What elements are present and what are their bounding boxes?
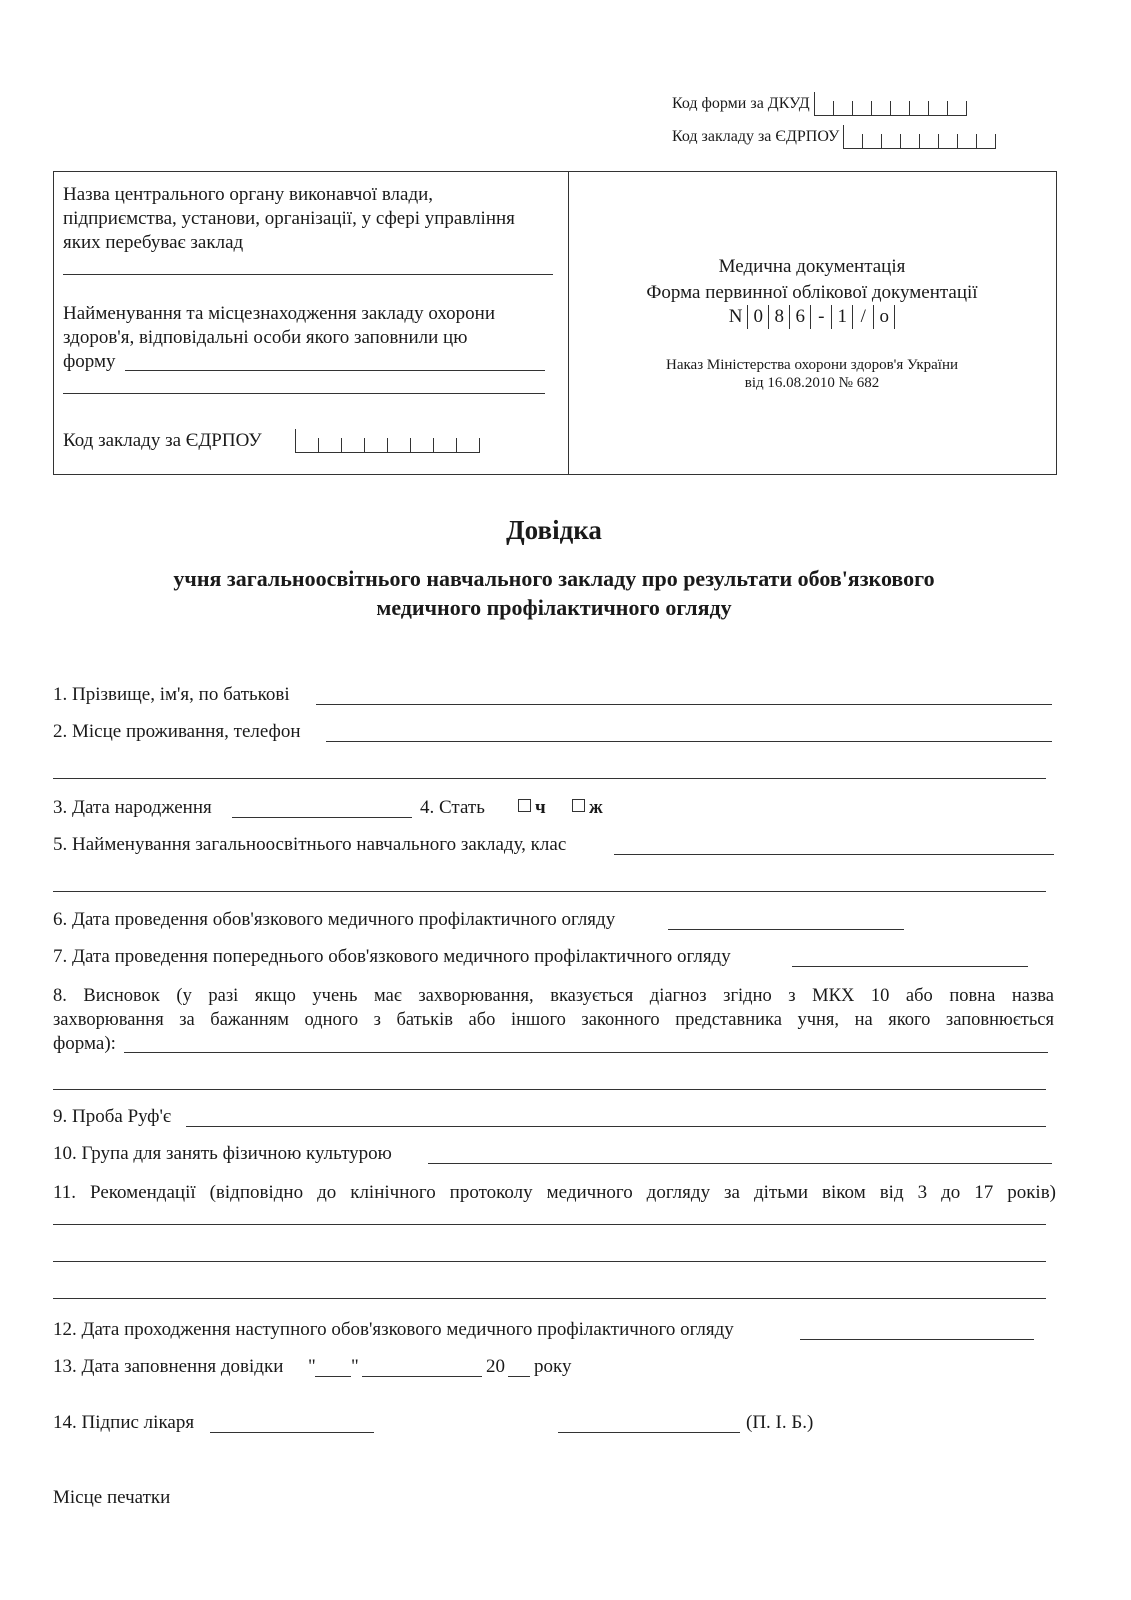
- recommendations-field-2[interactable]: [53, 1261, 1046, 1262]
- institution-field-2[interactable]: [63, 393, 545, 394]
- field-5-label: 5. Найменування загальноосвітнього навчального закладу, клас: [53, 834, 567, 855]
- prev-exam-date-field[interactable]: [792, 966, 1028, 967]
- pe-group-field[interactable]: [428, 1163, 1052, 1164]
- form-number-char: о: [873, 305, 895, 329]
- fill-month-field[interactable]: [362, 1376, 482, 1377]
- institution-field-1[interactable]: [125, 370, 545, 371]
- fill-day-field[interactable]: [315, 1376, 351, 1377]
- birth-date-field[interactable]: [232, 817, 412, 818]
- field-2-label: 2. Місце проживання, телефон: [53, 721, 301, 742]
- order-line-1: Наказ Міністерства охорони здоров'я України: [665, 357, 958, 373]
- sex-male-option[interactable]: [518, 796, 546, 820]
- school-field-1[interactable]: [614, 854, 1054, 855]
- field-7-label: 7. Дата проведення попереднього обов'язкового медичного профілактичного огляду: [53, 946, 731, 967]
- form-number-char: 6: [789, 305, 810, 329]
- conclusion-field-2[interactable]: [53, 1089, 1046, 1090]
- field-12-label: 12. Дата проходження наступного обов'язкового медичного профілактичного огляду: [53, 1319, 734, 1340]
- field-9-label: 9. Проба Руф'є: [53, 1106, 172, 1127]
- field-11-label: 11. Рекомендації (відповідно до клінічного протоколу медичного догляду за дітьми віком від 3 до 17 років): [53, 1182, 1056, 1203]
- form-number-char: 0: [747, 305, 768, 329]
- fill-year-field[interactable]: [508, 1376, 530, 1377]
- ruffier-test-field[interactable]: [186, 1126, 1046, 1127]
- year-prefix: 20: [486, 1356, 505, 1377]
- recommendations-field-3[interactable]: [53, 1298, 1046, 1299]
- field-6-label: 6. Дата проведення обов'язкового медичного профілактичного огляду: [53, 909, 616, 930]
- sex-male-checkbox[interactable]: [518, 799, 531, 812]
- exam-date-field[interactable]: [668, 929, 904, 930]
- sex-female-label: ж: [589, 797, 603, 818]
- doctor-name-caption: (П. І. Б.): [746, 1412, 814, 1433]
- date-quote-close: ": [351, 1356, 359, 1377]
- authority-label-1: Назва центрального органу виконавчої влади,: [63, 184, 434, 205]
- form-number-char: /: [852, 305, 873, 329]
- year-suffix: року: [534, 1356, 572, 1377]
- form-number: [569, 305, 1055, 329]
- school-field-2[interactable]: [53, 891, 1046, 892]
- field-8-label-2: захворювання за бажанням одного з батьків або іншого законного представника учня, на якого заповнюється: [53, 1010, 1054, 1030]
- field-8-label-3: форма):: [53, 1033, 116, 1054]
- field-4-label: 4. Стать: [420, 797, 485, 818]
- form-number-char: 1: [831, 305, 852, 329]
- field-13-label: 13. Дата заповнення довідки: [53, 1356, 284, 1377]
- form-number-char: 8: [768, 305, 789, 329]
- form-number-char: -: [810, 305, 831, 329]
- med-doc-label: Медична документація: [718, 256, 906, 277]
- form-code-row: [672, 92, 967, 116]
- authority-field[interactable]: [63, 274, 553, 275]
- box-edrpou-cells[interactable]: [295, 429, 480, 453]
- document-subtitle-1: учня загальноосвітнього навчального закладу про результати обов'язкового: [173, 566, 935, 591]
- field-8-label-1: 8. Висновок (у разі якщо учень має захворювання, вказується діагноз згідно з МКХ 10 або повна назва: [53, 986, 1054, 1006]
- institution-label-1: Найменування та місцезнаходження закладу охорони: [63, 303, 495, 324]
- full-name-field[interactable]: [316, 704, 1052, 705]
- sex-male-label: ч: [535, 797, 546, 818]
- doctor-name-field[interactable]: [558, 1432, 740, 1433]
- form-code-label: Код форми за ДКУД: [672, 95, 810, 112]
- document-title: Довідка: [506, 515, 602, 545]
- box-edrpou-row: [63, 429, 480, 453]
- conclusion-field-1[interactable]: [124, 1052, 1048, 1053]
- field-3-label: 3. Дата народження: [53, 797, 212, 818]
- field-10-label: 10. Група для занять фізичною культурою: [53, 1143, 392, 1164]
- form-number-prefix: N: [728, 306, 743, 327]
- stamp-place-label: Місце печатки: [53, 1487, 171, 1508]
- recommendations-field-1[interactable]: [53, 1224, 1046, 1225]
- authority-label-2: підприємства, установи, організації, у сфері управління: [63, 208, 515, 229]
- sex-female-option[interactable]: [572, 796, 603, 820]
- address-field-1[interactable]: [326, 741, 1052, 742]
- doctor-signature-field[interactable]: [210, 1432, 374, 1433]
- field-1-label: 1. Прізвище, ім'я, по батькові: [53, 684, 290, 705]
- institution-label-2: здоров'я, відповідальні особи якого заповнили цю: [63, 327, 468, 348]
- authority-label-3: яких перебуває заклад: [63, 232, 244, 253]
- sex-female-checkbox[interactable]: [572, 799, 585, 812]
- form-code-cells[interactable]: [814, 92, 967, 116]
- edrpou-code-cells[interactable]: [843, 125, 996, 149]
- field-14-label: 14. Підпис лікаря: [53, 1412, 195, 1433]
- edrpou-code-label: Код закладу за ЄДРПОУ: [672, 128, 840, 145]
- institution-label-3: форму: [63, 351, 116, 372]
- order-line-2: від 16.08.2010 № 682: [744, 375, 880, 391]
- address-field-2[interactable]: [53, 778, 1046, 779]
- form-type-label: Форма первинної облікової документації: [646, 282, 978, 303]
- box-edrpou-label: Код закладу за ЄДРПОУ: [63, 430, 262, 451]
- date-quote-open: ": [308, 1356, 316, 1377]
- form-number-cells: [747, 305, 895, 329]
- document-subtitle-2: медичного профілактичного огляду: [376, 595, 732, 620]
- next-exam-date-field[interactable]: [800, 1339, 1034, 1340]
- edrpou-code-row: [672, 125, 996, 149]
